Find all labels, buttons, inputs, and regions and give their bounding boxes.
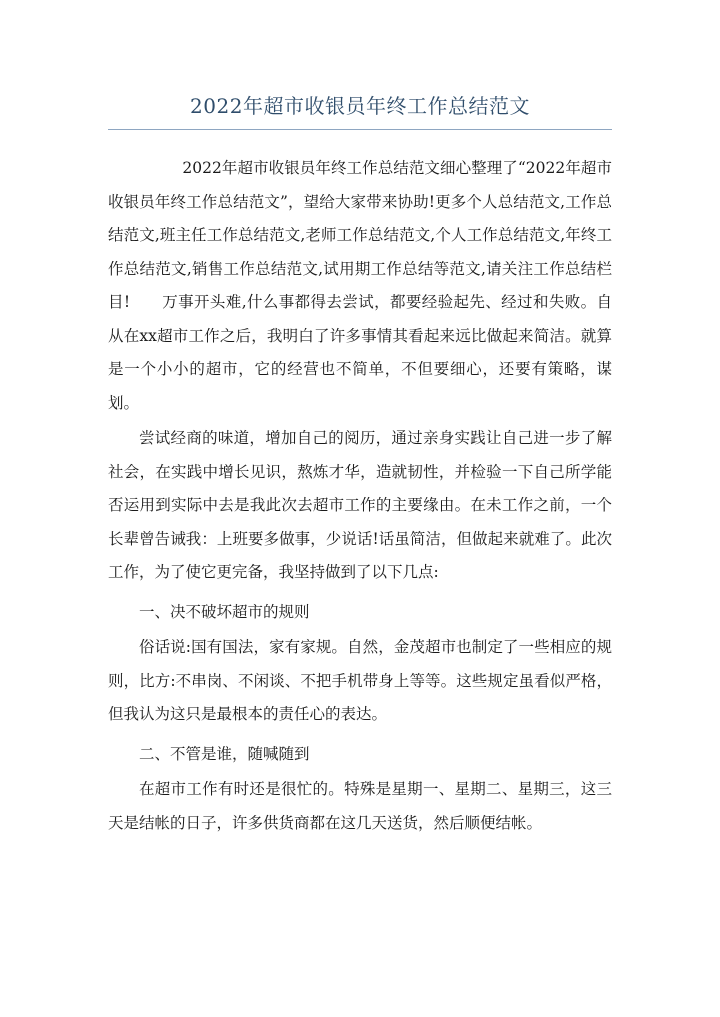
section-heading-on-call: 二、不管是谁，随喊随到 — [139, 744, 310, 763]
paragraph-intro: 2022年超市收银员年终工作总结范文细心整理了“2022年超市收银员年终工作总结范文”，望给大家带来协助!更多个人总结范文,工作总结范文,班主任工作总结范文,老师工作总结范文,个人工作总结范文,年终工作总结范文,销售工作总结范文,试用期工作总结等范文,请关注工作总结栏目! 万事开头难,什么事都得去尝试，都要经验起先、经过和失败。自从在xx超市工作之后，我明白了许多事情其看起来远比做起来简洁。就算是一个小小的超市，它的经营也不简单，不但要细心，还要有策略，谋划。 — [108, 159, 612, 412]
paragraph-motivation: 尝试经商的味道，增加自己的阅历，通过亲身实践让自己进一步了解社会，在实践中增长见识，熬炼才华，造就韧性，并检验一下自己所学能否运用到实际中去是我此次去超市工作的主要缘由。在未工作之前，一个长辈曾告诫我：上班要多做事，少说话!话虽简洁，但做起来就难了。此次工作，为了使它更完备，我坚持做到了以下几点: — [108, 429, 612, 581]
paragraph-rules: 俗话说:国有国法，家有家规。自然，金茂超市也制定了一些相应的规则，比方:不串岗、不闲谈、不把手机带身上等等。这些规定虽看似严格，但我认为这只是最根本的责任心的表达。 — [108, 638, 612, 723]
title-divider — [108, 129, 612, 130]
paragraph-on-call: 在超市工作有时还是很忙的。特殊是星期一、星期二、星期三，这三天是结帐的日子，许多供货商都在这几天送货，然后顺便结帐。 — [108, 780, 612, 832]
document-body — [108, 152, 612, 840]
document-title: 2022年超市收银员年终工作总结范文 — [190, 94, 530, 118]
section-heading-rules: 一、决不破坏超市的规则 — [139, 602, 310, 621]
